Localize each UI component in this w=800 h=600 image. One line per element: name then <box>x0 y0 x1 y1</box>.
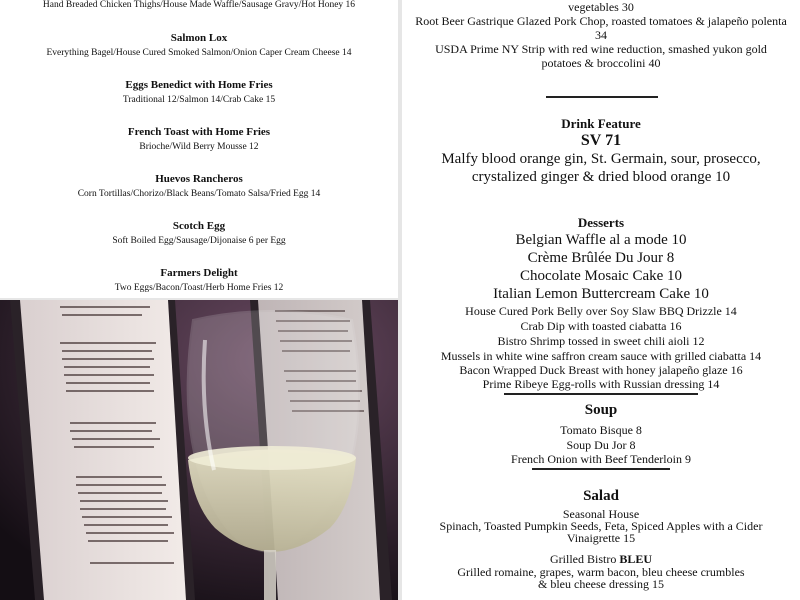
section-divider <box>546 96 658 98</box>
dinner-menu-panel <box>402 0 800 300</box>
appetizer-soup-salad-panel <box>402 300 800 600</box>
appetizer-item: Prime Ribeye Egg-rolls with Russian dressing 14 <box>482 377 720 391</box>
section-divider <box>504 393 698 395</box>
salad-description: Grilled romaine, grapes, warm bacon, bleu cheese crumbles <box>457 565 745 579</box>
menu-item-desc: Traditional 12/Salmon 14/Crab Cake 15 <box>122 95 276 105</box>
salad-item-name-bold: BLEU <box>619 552 652 566</box>
menu-line: potatoes & broccolini 40 <box>541 56 661 70</box>
desserts-heading: Desserts <box>577 215 625 230</box>
salad-description: Vinaigrette 15 <box>566 531 636 545</box>
menu-item-title: French Toast with Home Fries <box>127 126 271 138</box>
wine-glass-photo <box>0 300 398 600</box>
menu-item-desc: Two Eggs/Bacon/Toast/Herb Home Fries 12 <box>114 283 284 293</box>
salad-item-name: Grilled Bistro <box>549 552 620 566</box>
brunch-top-line: Hand Breaded Chicken Thighs/House Made Waffle/Sausage Gravy/Hot Honey 16 <box>42 0 356 10</box>
dessert-item: Chocolate Mosaic Cake 10 <box>519 268 683 284</box>
drink-description: crystalized ginger & dried blood orange 10 <box>471 169 731 185</box>
menu-line: USDA Prime NY Strip with red wine reduction, smashed yukon gold <box>435 42 767 56</box>
menu-item-desc: Soft Boiled Egg/Sausage/Dijonaise 6 per Egg <box>112 236 286 246</box>
menu-item-desc: Corn Tortillas/Chorizo/Black Beans/Tomato Salsa/Fried Egg 14 <box>77 189 321 199</box>
dessert-item: Crème Brûlée Du Jour 8 <box>527 250 675 266</box>
menu-item-desc: Brioche/Wild Berry Mousse 12 <box>139 142 259 152</box>
soup-item: French Onion with Beef Tenderloin 9 <box>511 452 691 466</box>
drink-heading: Drink Feature <box>561 116 641 131</box>
soup-heading: Soup <box>584 402 618 418</box>
menu-item-title: Eggs Benedict with Home Fries <box>125 79 273 91</box>
menu-item-title: Salmon Lox <box>170 32 228 44</box>
section-divider <box>532 468 670 470</box>
panel-divider <box>0 298 398 300</box>
salad-heading: Salad <box>583 488 619 504</box>
appetizer-item: House Cured Pork Belly over Soy Slaw BBQ Drizzle 14 <box>465 304 737 318</box>
panel-divider <box>398 0 402 600</box>
menu-item-desc: Everything Bagel/House Cured Smoked Salmon/Onion Caper Cream Cheese 14 <box>46 48 352 58</box>
menu-item-title: Huevos Rancheros <box>155 173 243 185</box>
appetizer-item: Bistro Shrimp tossed in sweet chili aioli 12 <box>497 334 705 348</box>
menu-line: 34 <box>595 28 607 42</box>
appetizer-item: Crab Dip with toasted ciabatta 16 <box>520 319 682 333</box>
menu-line: Root Beer Gastrique Glazed Pork Chop, roasted tomatoes & jalapeño polenta <box>415 14 787 28</box>
wine-glass-illustration <box>0 300 398 600</box>
drink-name: SV 71 <box>580 132 622 149</box>
dessert-item: Belgian Waffle al a mode 10 <box>515 232 687 248</box>
drink-description: Malfy blood orange gin, St. Germain, sour, prosecco, <box>441 151 761 167</box>
appetizer-item: Mussels in white wine saffron cream sauce with grilled ciabatta 14 <box>440 349 762 363</box>
soup-item: Soup Du Jor 8 <box>566 438 636 452</box>
salad-item: Seasonal House <box>562 507 640 521</box>
salad-description: Spinach, Toasted Pumpkin Seeds, Feta, Spiced Apples with a Cider <box>439 519 763 533</box>
brunch-menu-panel <box>0 0 398 300</box>
menu-item-title: Farmers Delight <box>160 267 238 279</box>
appetizer-item: Bacon Wrapped Duck Breast with honey jalapeño glaze 16 <box>459 363 743 377</box>
menu-line: vegetables 30 <box>568 0 634 14</box>
dessert-item: Italian Lemon Buttercream Cake 10 <box>493 286 709 300</box>
menu-item-title: Scotch Egg <box>172 220 226 232</box>
soup-item: Tomato Bisque 8 <box>560 423 642 437</box>
salad-description: & bleu cheese dressing 15 <box>538 577 664 591</box>
